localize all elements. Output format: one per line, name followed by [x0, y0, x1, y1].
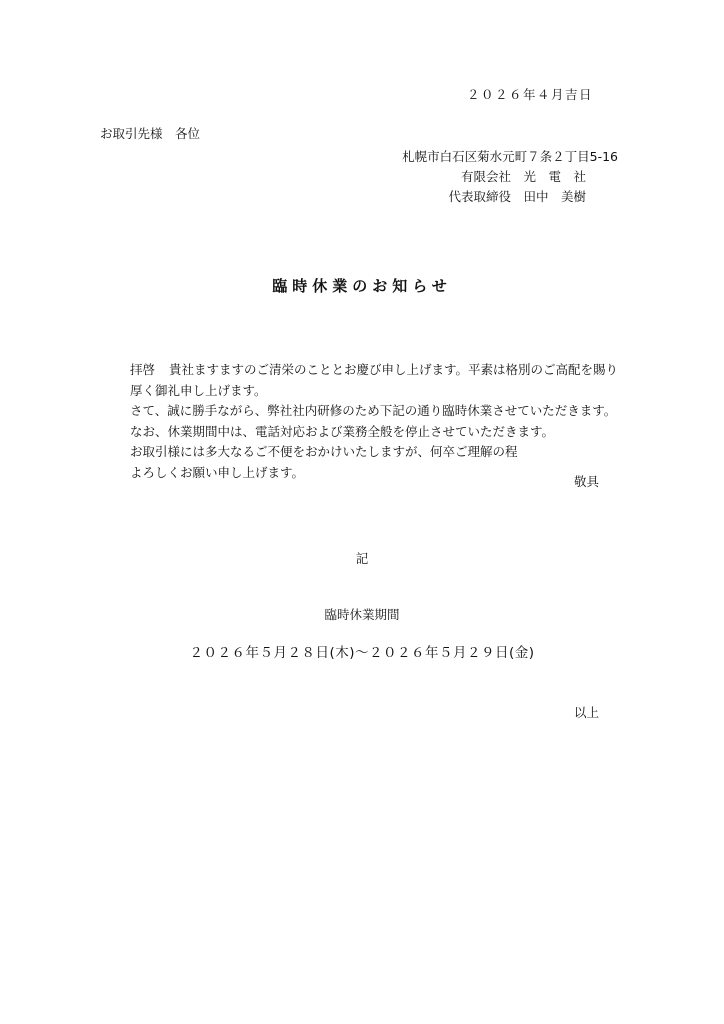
body-line-3: さて、誠に勝手ながら、弊社社内研修のため下記の通り臨時休業させていただきます。 — [130, 403, 617, 418]
recipient: お取引先様 各位 — [100, 126, 201, 141]
sender-block — [402, 147, 618, 207]
notice-marker: 記 — [355, 551, 369, 566]
body-line-6: よろしくお願い申し上げます。 — [130, 464, 305, 480]
opening-salutation: 拝啓 — [130, 362, 156, 377]
sender-representative: 代表取締役 田中 美樹 — [448, 189, 586, 204]
document-title: 臨時休業のお知らせ — [272, 277, 452, 295]
sender-company: 有限会社 光 電 社 — [460, 169, 586, 184]
closing-salutation: 敬具 — [573, 474, 599, 489]
document-date: ２０２６年４月吉日 — [466, 87, 593, 102]
closure-period-label: 臨時休業期間 — [324, 607, 400, 622]
body-line-4: なお、休業期間中は、電話対応および業務全般を停止させていただきます。 — [130, 423, 555, 439]
body-line-5: お取引様には多大なるご不便をおかけいたしますが、何卒ご理解の程 — [130, 444, 518, 459]
closure-period: ２０２６年５月２８日(木)～２０２６年５月２９日(金) — [189, 645, 535, 661]
sender-address: 札幌市白石区菊水元町７条２丁目5-16 — [402, 149, 618, 164]
letter-body — [130, 360, 619, 483]
body-line-1: 拝啓 貴社ますますのご清栄のこととお慶び申し上げます。平素は格別のご高配を賜り — [130, 360, 610, 381]
end-marker: 以上 — [573, 705, 599, 720]
body-line-2: 厚く御礼申し上げます。 — [130, 382, 267, 398]
